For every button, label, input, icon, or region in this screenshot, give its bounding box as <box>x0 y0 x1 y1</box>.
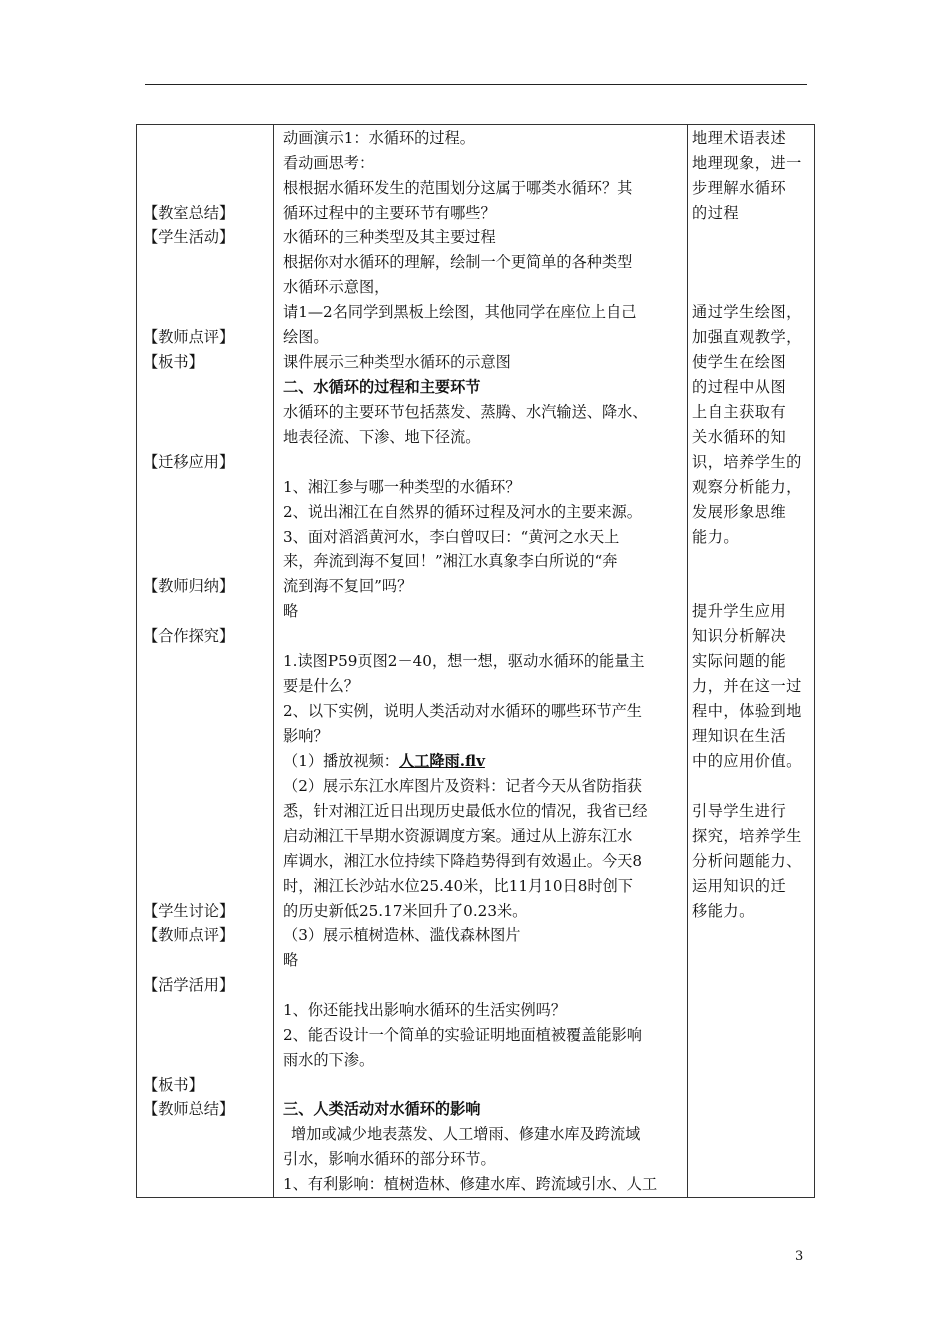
content-line: 启动湘江干旱期水资源调度方案。通过从上游东江水 <box>283 827 633 845</box>
content-line: 绘图。 <box>283 328 329 346</box>
content-line: 1、你还能找出影响水循环的生活实例吗？ <box>283 1001 567 1019</box>
question-line: 2、说出湘江在自然界的循环过程及河水的主要来源。 <box>283 503 642 521</box>
content-line: （2）展示东江水库图片及资料：记者今天从省防指获 <box>283 777 642 795</box>
note-line: 理知识在生活 <box>692 727 787 745</box>
content-line: 水循环的主要环节包括蒸发、蒸腾、水汽输送、降水、 <box>283 403 648 421</box>
content-line: 1、有利影响：植树造林、修建水库、跨流域引水、人工 <box>283 1175 658 1193</box>
note-line: 步理解水循环 <box>692 179 787 197</box>
label-teacher-comment-2: 【教师点评】 <box>143 926 235 944</box>
video-line <box>283 749 485 773</box>
notes-column <box>688 125 815 1198</box>
section-heading-2: 二、水循环的过程和主要环节 <box>283 378 481 396</box>
note-line: 使学生在绘图 <box>692 353 787 371</box>
note-line: 识，培养学生的 <box>692 453 802 471</box>
header-rule <box>145 84 807 85</box>
question-line: 流到海不复回”吗？ <box>283 577 413 595</box>
content-line: 根根据水循环发生的范围划分这属于哪类水循环？其 <box>283 179 633 197</box>
note-line: 运用知识的迁 <box>692 877 787 895</box>
note-line: 发展形象思维 <box>692 503 787 521</box>
content-line: 库调水，湘江水位持续下降趋势得到有效遏止。今天8 <box>283 852 642 870</box>
label-classroom-summary: 【教室总结】 <box>143 204 235 222</box>
label-teacher-conclusion: 【教师归纳】 <box>143 577 235 595</box>
content-line: 课件展示三种类型水循环的示意图 <box>283 353 511 371</box>
content-line: 2、能否设计一个简单的实验证明地面植被覆盖能影响 <box>283 1026 642 1044</box>
answer-omitted: 略 <box>283 602 299 620</box>
note-line: 能力。 <box>692 528 740 546</box>
note-line: 关水循环的知 <box>692 428 787 446</box>
answer-omitted: 略 <box>283 951 299 969</box>
note-line: 的过程中从图 <box>692 378 787 396</box>
content-line: 地表径流、下渗、地下径流。 <box>283 428 481 446</box>
page-number: 3 <box>795 1249 804 1264</box>
content-line: （3）展示植树造林、滥伐森林图片 <box>283 926 521 944</box>
label-teacher-summary: 【教师总结】 <box>143 1100 235 1118</box>
content-line: 引水，影响水循环的部分环节。 <box>283 1150 496 1168</box>
question-line: 1、湘江参与哪一种类型的水循环？ <box>283 478 521 496</box>
note-line: 程中，体验到地 <box>692 702 802 720</box>
question-line: 3、面对滔滔黄河水，李白曾叹曰：“黄河之水天上 <box>283 528 620 546</box>
label-apply-learning: 【活学活用】 <box>143 976 235 994</box>
question-line: 来，奔流到海不复回！”湘江水真象李白所说的“奔 <box>283 552 618 570</box>
note-line: 提升学生应用 <box>692 602 787 620</box>
note-line: 移能力。 <box>692 902 755 920</box>
note-line: 引导学生进行 <box>692 802 787 820</box>
note-line: 中的应用价值。 <box>692 752 802 770</box>
content-line: 增加或减少地表蒸发、人工增雨、修建水库及跨流域 <box>291 1125 641 1143</box>
note-line: 地理术语表述 <box>692 129 787 147</box>
label-blackboard: 【板书】 <box>143 353 204 371</box>
content-line: 的历史新低25.17米回升了0.23米。 <box>283 902 528 920</box>
content-line: 悉，针对湘江近日出现历史最低水位的情况，我省已经 <box>283 802 648 820</box>
note-line: 力，并在这一过 <box>692 677 802 695</box>
content-line: 雨水的下渗。 <box>283 1051 375 1069</box>
note-line: 探究，培养学生 <box>692 827 802 845</box>
note-line: 地理现象，进一 <box>692 154 802 172</box>
note-line: 分析问题能力、 <box>692 852 802 870</box>
video-link[interactable]: 人工降雨.flv <box>398 752 485 770</box>
section-heading-3: 三、人类活动对水循环的影响 <box>283 1100 481 1118</box>
video-prefix: （1）播放视频： <box>283 752 399 770</box>
label-transfer-application: 【迁移应用】 <box>143 453 235 471</box>
note-line: 上自主获取有 <box>692 403 787 421</box>
content-line: 影响？ <box>283 727 329 745</box>
content-line: 2、以下实例，说明人类活动对水循环的哪些环节产生 <box>283 702 642 720</box>
content-column <box>274 125 688 1198</box>
content-line: 动画演示1：水循环的过程。 <box>283 129 475 147</box>
label-student-activity: 【学生活动】 <box>143 228 235 246</box>
note-line: 实际问题的能 <box>692 652 787 670</box>
content-line: 要是什么？ <box>283 677 359 695</box>
content-line: 水循环的三种类型及其主要过程 <box>283 228 496 246</box>
label-student-discussion: 【学生讨论】 <box>143 902 235 920</box>
content-line: 循环过程中的主要环节有哪些？ <box>283 204 496 222</box>
note-line: 的过程 <box>692 204 740 222</box>
content-line: 时，湘江长沙站水位25.40米，比11月10日8时创下 <box>283 877 633 895</box>
label-blackboard-2: 【板书】 <box>143 1076 204 1094</box>
note-line: 知识分析解决 <box>692 627 787 645</box>
note-line: 加强直观教学， <box>692 328 802 346</box>
note-line: 通过学生绘图， <box>692 303 802 321</box>
lesson-plan-table <box>136 124 815 1198</box>
content-line: 看动画思考： <box>283 154 375 172</box>
content-line: 水循环示意图， <box>283 278 390 296</box>
label-teacher-comment: 【教师点评】 <box>143 328 235 346</box>
labels-column <box>137 125 274 1198</box>
content-line: 根据你对水循环的理解，绘制一个更简单的各种类型 <box>283 253 633 271</box>
note-line: 观察分析能力， <box>692 478 802 496</box>
label-cooperative-inquiry: 【合作探究】 <box>143 627 235 645</box>
content-line: 1.读图P59页图2－40，想一想，驱动水循环的能量主 <box>283 652 645 670</box>
content-line: 请1—2名同学到黑板上绘图，其他同学在座位上自己 <box>283 303 637 321</box>
